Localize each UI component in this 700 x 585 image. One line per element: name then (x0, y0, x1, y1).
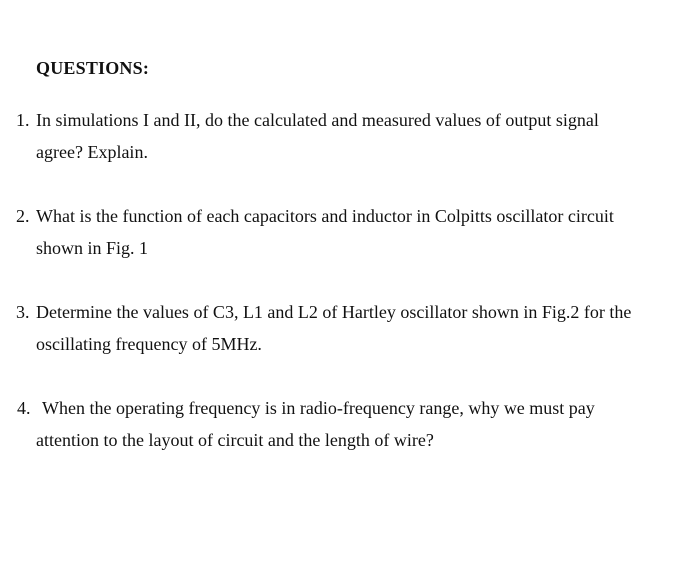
question-text-line: attention to the layout of circuit and the length of wire? (36, 430, 434, 450)
question-number: 1. (16, 110, 30, 130)
question-text-line: shown in Fig. 1 (36, 238, 149, 258)
questions-heading: QUESTIONS: (36, 58, 150, 78)
question-number: 2. (16, 206, 30, 226)
question-number: 4. (17, 398, 31, 418)
question-number: 3. (16, 302, 30, 322)
question-text-line: When the operating frequency is in radio-frequency range, why we must pay (42, 398, 595, 418)
question-text-line: Determine the values of C3, L1 and L2 of Hartley oscillator shown in Fig.2 for the (36, 302, 632, 322)
question-text-line: agree? Explain. (36, 142, 148, 162)
question-text-line: oscillating frequency of 5MHz. (36, 334, 262, 354)
question-text-line: What is the function of each capacitors and inductor in Colpitts oscillator circuit (36, 206, 614, 226)
question-text-line: In simulations I and II, do the calculated and measured values of output signal (36, 110, 599, 130)
